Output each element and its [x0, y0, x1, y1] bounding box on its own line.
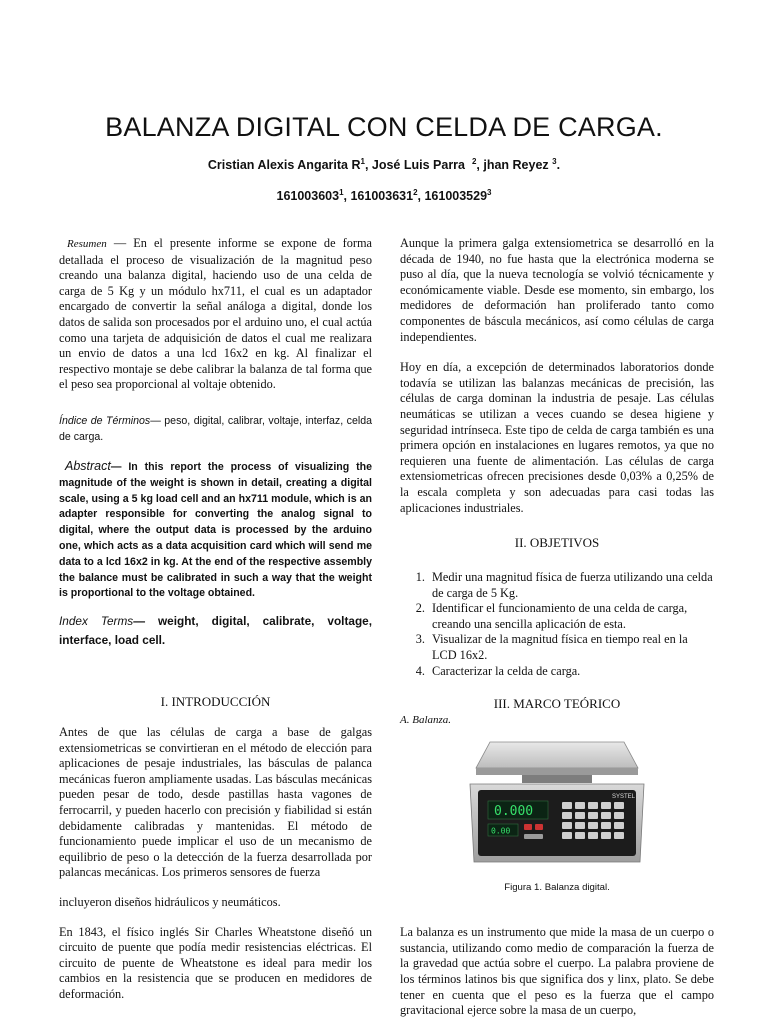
student-id: 161003529: [424, 189, 488, 203]
id-mark: 1: [339, 187, 344, 197]
digital-scale-image: [462, 732, 652, 872]
student-id: 161003603: [276, 189, 340, 203]
intro-paragraph-1: Antes de que las células de carga a base de galgas extensiometricas se convirtieran en el método de elección para aplicaciones de pesaje industriales, las básculas de palanca mecánicas fueron ampliamente usadas. Las básculas mecánicas pueden pesar de todo, desde pastillas hasta vagones de ferrocarril, y pueden hacerlo con precisión y fiabilidad si están debidamente calibradas y mantenidas. El método de funcionamiento puede implicar el uso de un mecanismo de equilibrio de peso o la detección de la fuerza desarrollada por palancas mecánicas. Los primeros sensores de fuerza: [59, 725, 372, 880]
index-terms-text: — weight, digital, calibrate, voltage, interface, load cell.: [59, 614, 372, 648]
resumen-paragraph: [59, 236, 372, 393]
author-mark: 3: [552, 156, 557, 166]
id-mark: 2: [413, 187, 418, 197]
student-id-line: 161003603$^1$, 161003631$^2$, 161003529$^3$: [276, 187, 492, 203]
resumen-text: — En el presente informe se expone de forma detallada el proceso de visualización de la magnitud peso creando una balanza digital, haciendo uso de una celda de carga de 5 Kg y un módulo hx711, el cual es un adaptador encargado de convertir la señal análoga a digital, donde los datos de salida son procesados por el arduino uno, el cual actúa como una tarjeta de adquisición de datos el cual me realizara un envio de datos a una lcd 16x2 en kg. Al finalizar el respectivo montaje se debe calibrar la balanza de tal forma que el peso sea proporcional al voltaje obtenido.: [59, 236, 372, 392]
list-item: 3. Visualizar de la magnitud física en tiempo real en la LCD 16x2.: [428, 632, 714, 663]
author-name: jhan Reyez: [483, 158, 549, 172]
author-mark: 2: [471, 156, 477, 166]
secondary-display-text: 0.00: [491, 826, 511, 836]
list-item: 2. Identificar el funcionamiento de una celda de carga, creando una sencilla aplicación de esta.: [428, 601, 714, 632]
indice-text: — peso, digital, calibrar, voltaje, interfaz, celda de carga.: [59, 414, 372, 443]
right-paragraph-2: Hoy en día, a excepción de determinados laboratorios donde todavía se utilizan las balanzas mecánicas de precisión, las células de carga dominan la industria de pesaje. Las células neumáticas se utilizan a veces cuando se desea higiene y seguridad intrínseca. Este tipo de celda de carga también es una primera opción en instalaciones en lugares remotos, ya que no requieren una fuente de alimentación. Las células de carga extensiometricas ofrecen precisiones desde 0,03% a 0,25% de la escala completa y son adecuadas para casi todas las aplicaciones industriales.: [400, 360, 714, 515]
author-name: Cristian Alexis Angarita R: [207, 158, 361, 172]
id-mark: 3: [487, 187, 492, 197]
paper-title: BALANZA DIGITAL CON CELDA DE CARGA.: [105, 112, 663, 142]
figure-caption: Figura 1. Balanza digital.: [504, 882, 610, 894]
student-id: 161003631: [350, 189, 414, 203]
abstract-label: Abstract: [65, 458, 111, 473]
intro-paragraph-3: En 1843, el físico inglés Sir Charles Wheatstone diseñó un circuito de puente que podía medir resistencias eléctricas. El circuito de puente de Wheatstone es ideal para medir los cambios en la resistencia que se producen en medidores de deformación.: [59, 924, 372, 1002]
abstract-paragraph: [59, 459, 372, 602]
right-paragraph-1: Aunque la primera galga extensiometrica se desarrolló en la década de 1940, no fue hasta que la electrónica moderna se puso al día, que la nueva tecnología se volvió técnicamente y económicamente viable. Desde ese momento, sin embargo, los medidores de deformación han proliferado tanto como componentes de báscula mecánicos, así como células de carga independientes.: [400, 236, 714, 344]
main-display-text: 0.000: [494, 804, 534, 820]
indice-label: Índice de Términos: [59, 414, 151, 427]
section-heading-marco-teorico: III. MARCO TEÓRICO: [493, 696, 621, 712]
abstract-text: — In this report the process of visualizing the magnitude of the weight is shown in detail, creating a digital scale, using a 5 kg load cell and an hx711 module, which is an adapter responsible for converting the analog signal to digital, where the output data is processed by the arduino one, which acts as a data acquisition card which will send me data to a lcd 16x2 in kg. At the end of the respective assembly the balance must be calibrated in such a way that the weight is proportional to the voltage obtained.: [59, 460, 372, 600]
list-item: 1. Medir una magnitud física de fuerza utilizando una celda de carga de 5 Kg.: [428, 570, 714, 601]
left-column: [59, 236, 372, 1003]
list-item: 4. Caracterizar la celda de carga.: [428, 664, 714, 680]
indice-paragraph: [59, 413, 372, 445]
index-terms-paragraph: [59, 612, 372, 650]
brand-text: SYSTEL: [612, 794, 636, 801]
section-heading-introduccion: I. INTRODUCCIÓN: [160, 694, 271, 710]
right-paragraph-3: La balanza es un instrumento que mide la masa de un cuerpo o sustancia, utilizando como medio de comparación la fuerza de la gravedad que actúa sobre el cuerpo. La palabra proviene de los términos latinos bis que significa dos y linx, plato. Se debe tener en cuenta que el peso es la fuerza que el campo gravitacional ejerce sobre la masa de un cuerpo,: [400, 925, 714, 1018]
resumen-label: Resumen: [67, 238, 107, 250]
author-name: José Luis Parra: [371, 158, 465, 172]
section-heading-objetivos: II. OBJETIVOS: [514, 535, 600, 551]
author-mark: 1: [360, 156, 365, 166]
objetivos-list: [400, 570, 714, 679]
figure-balanza: [400, 732, 714, 872]
author-line: Cristian Alexis Angarita $R^1$, José Luis Parra $^2$, jhan Reyez $^3$.: [207, 156, 561, 172]
subsection-heading-balanza: A. Balanza.: [400, 714, 452, 727]
right-column: [400, 236, 714, 1019]
intro-paragraph-2: incluyeron diseños hidráulicos y neumáticos.: [59, 895, 281, 910]
index-terms-label: Index Terms: [59, 614, 134, 629]
